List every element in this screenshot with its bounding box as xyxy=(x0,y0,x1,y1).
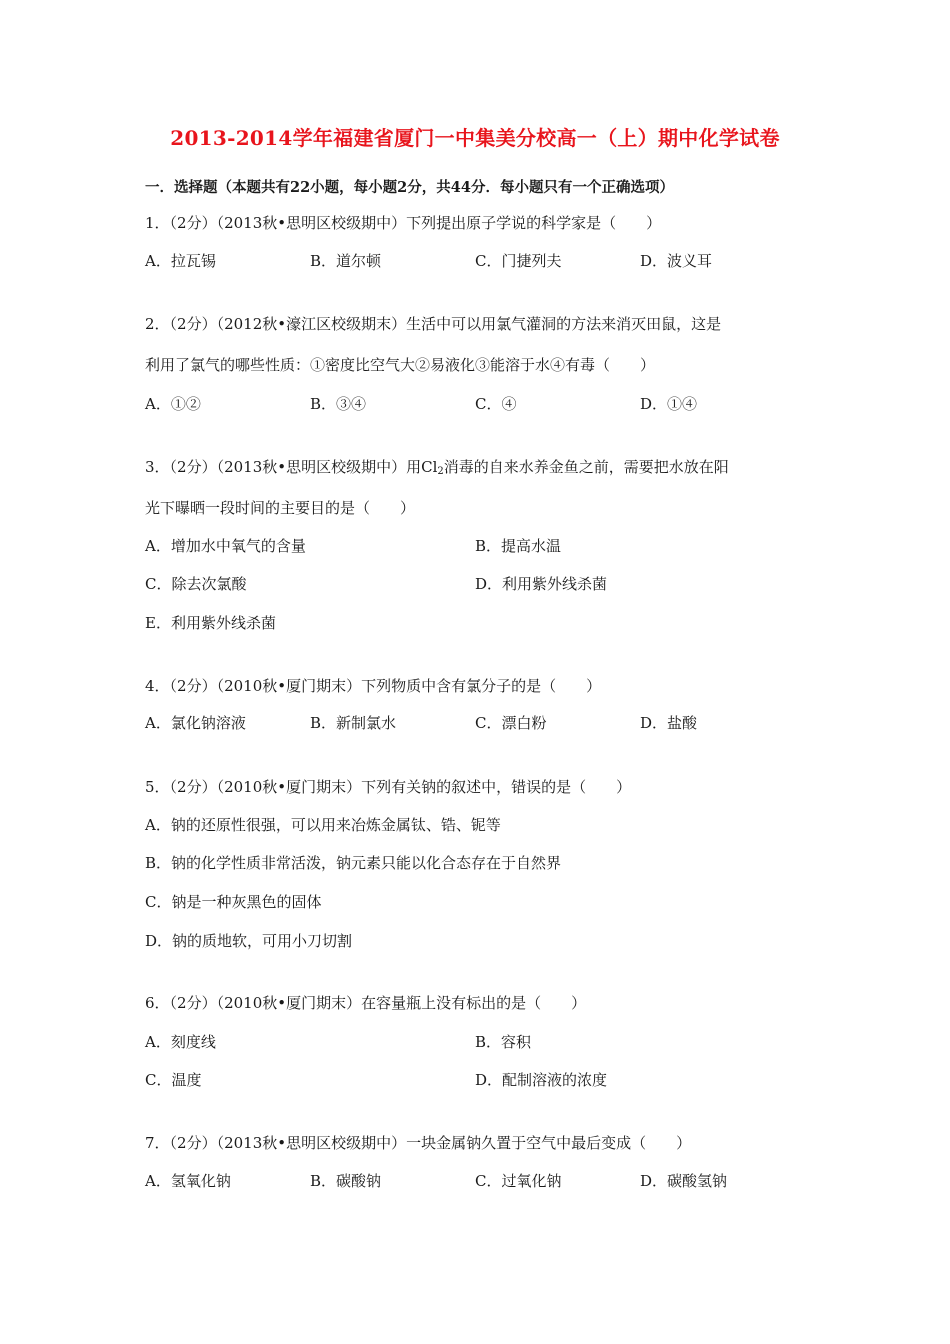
question-7-option-d: D．碳酸氢钠 xyxy=(640,1172,728,1190)
question-7-option-c: C．过氧化钠 xyxy=(475,1172,562,1190)
question-4-option-c: C．漂白粉 xyxy=(475,714,547,732)
subscript-2: 2 xyxy=(437,466,444,477)
question-5-stem: 5．（2分）（2010秋•厦门期末）下列有关钠的叙述中，错误的是（ ） xyxy=(145,778,632,796)
question-2-option-c: C．④ xyxy=(475,395,517,413)
question-5-option-d: D．钠的质地软，可用小刀切割 xyxy=(145,932,353,950)
question-3-option-d: D．利用紫外线杀菌 xyxy=(475,575,608,593)
question-1-option-b: B．道尔顿 xyxy=(310,252,382,270)
question-7-option-a: A．氢氧化钠 xyxy=(145,1172,231,1190)
page-title: 2013-2014学年福建省厦门一中集美分校高一（上）期中化学试卷 xyxy=(170,126,780,150)
question-2-option-b: B．③④ xyxy=(310,395,367,413)
question-2-stem-line-2: 利用了氯气的哪些性质：①密度比空气大②易液化③能溶于水④有毒（ ） xyxy=(145,356,656,374)
question-3-option-c: C．除去次氯酸 xyxy=(145,575,247,593)
question-5-option-b: B．钠的化学性质非常活泼，钠元素只能以化合态存在于自然界 xyxy=(145,854,562,872)
question-2-stem-line-1: 2．（2分）（2012秋•濠江区校级期末）生活中可以用氯气灌洞的方法来消灭田鼠，这是 xyxy=(145,315,722,333)
question-5-option-c: C．钠是一种灰黑色的固体 xyxy=(145,893,322,911)
question-6-stem: 6．（2分）（2010秋•厦门期末）在容量瓶上没有标出的是（ ） xyxy=(145,994,587,1012)
question-3-option-e: E．利用紫外线杀菌 xyxy=(145,614,276,632)
question-4-stem: 4．（2分）（2010秋•厦门期末）下列物质中含有氯分子的是（ ） xyxy=(145,677,602,695)
question-3-stem-suffix: 消毒的自来水养金鱼之前，需要把水放在阳 xyxy=(443,458,729,476)
question-7-option-b: B．碳酸钠 xyxy=(310,1172,382,1190)
question-3-stem-line-1 xyxy=(145,456,729,477)
question-2-option-d: D．①④ xyxy=(640,395,698,413)
question-3-option-a: A．增加水中氧气的含量 xyxy=(145,537,306,555)
question-1-option-d: D．波义耳 xyxy=(640,252,713,270)
question-5-option-a: A．钠的还原性很强，可以用来冶炼金属钛、锆、铌等 xyxy=(145,816,501,834)
question-6-option-c: C．温度 xyxy=(145,1071,202,1089)
question-2-option-a: A．①② xyxy=(145,395,201,413)
section-heading: 一．选择题（本题共有22小题，每小题2分，共44分．每小题只有一个正确选项） xyxy=(145,179,674,196)
question-1-option-a: A．拉瓦锡 xyxy=(145,252,216,270)
question-4-option-b: B．新制氯水 xyxy=(310,714,397,732)
question-4-option-a: A．氯化钠溶液 xyxy=(145,714,246,732)
question-6-option-d: D．配制溶液的浓度 xyxy=(475,1071,608,1089)
question-1-option-c: C．门捷列夫 xyxy=(475,252,562,270)
question-7-stem: 7．（2分）（2013秋•思明区校级期中）一块金属钠久置于空气中最后变成（ ） xyxy=(145,1134,692,1152)
question-4-option-d: D．盐酸 xyxy=(640,714,698,732)
question-3-option-b: B．提高水温 xyxy=(475,537,562,555)
question-3-stem-prefix: 3．（2分）（2013秋•思明区校级期中）用Cl xyxy=(145,458,438,476)
question-6-option-b: B．容积 xyxy=(475,1033,532,1051)
question-1-stem: 1．（2分）（2013秋•思明区校级期中）下列提出原子学说的科学家是（ ） xyxy=(145,214,662,232)
question-6-option-a: A．刻度线 xyxy=(145,1033,216,1051)
question-3-stem-line-2: 光下曝晒一段时间的主要目的是（ ） xyxy=(145,499,416,517)
